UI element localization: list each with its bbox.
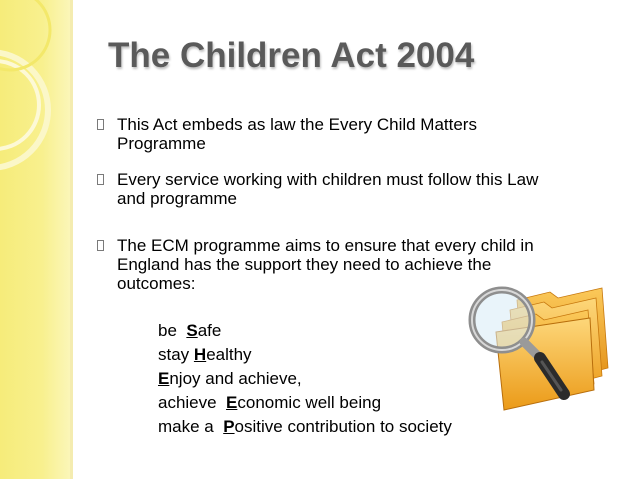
decorative-side-band	[0, 0, 70, 479]
outcome-prefix: stay	[158, 345, 194, 364]
bullet-box-icon	[97, 174, 104, 185]
outcome-key-letter: S	[186, 321, 198, 340]
outcome-prefix: make a	[158, 417, 224, 436]
outcome-rest: ositive contribution to society	[234, 417, 452, 436]
bullet-text: England has the support they need to achieve the	[117, 255, 492, 274]
outcome-key-letter: H	[193, 345, 207, 364]
outcome-prefix: be	[158, 321, 187, 340]
side-band-edge	[70, 0, 73, 479]
outcome-key-letter: E	[158, 369, 170, 388]
outcome-item	[158, 343, 452, 367]
outcome-item	[158, 415, 452, 439]
outcome-rest: afe	[197, 321, 222, 340]
outcome-item	[158, 367, 452, 391]
bullet-box-icon	[97, 119, 104, 130]
bullet-text: Programme	[117, 134, 206, 153]
folders-with-magnifier-icon	[462, 272, 612, 412]
bullet-text: and programme	[117, 189, 238, 208]
outcome-key-letter: P	[223, 417, 235, 436]
bullet-text: The ECM programme aims to ensure that every child in	[117, 236, 534, 255]
decorative-rings	[0, 0, 70, 479]
slide-title: The Children Act 2004	[108, 36, 475, 75]
bullet-text: outcomes:	[117, 274, 196, 293]
outcome-item	[158, 391, 452, 415]
outcomes-list	[158, 319, 452, 439]
bullet-box-icon	[97, 240, 104, 251]
outcome-rest: ealthy	[206, 345, 252, 364]
outcome-key-letter: E	[226, 393, 238, 412]
outcome-prefix: achieve	[158, 393, 227, 412]
outcome-item	[158, 319, 452, 343]
bullet-text: Every service working with children must follow this Law	[117, 170, 539, 189]
outcome-rest: conomic well being	[237, 393, 382, 412]
bullet-text: This Act embeds as law the Every Child Matters	[117, 115, 477, 134]
outcome-rest: njoy and achieve,	[169, 369, 302, 388]
